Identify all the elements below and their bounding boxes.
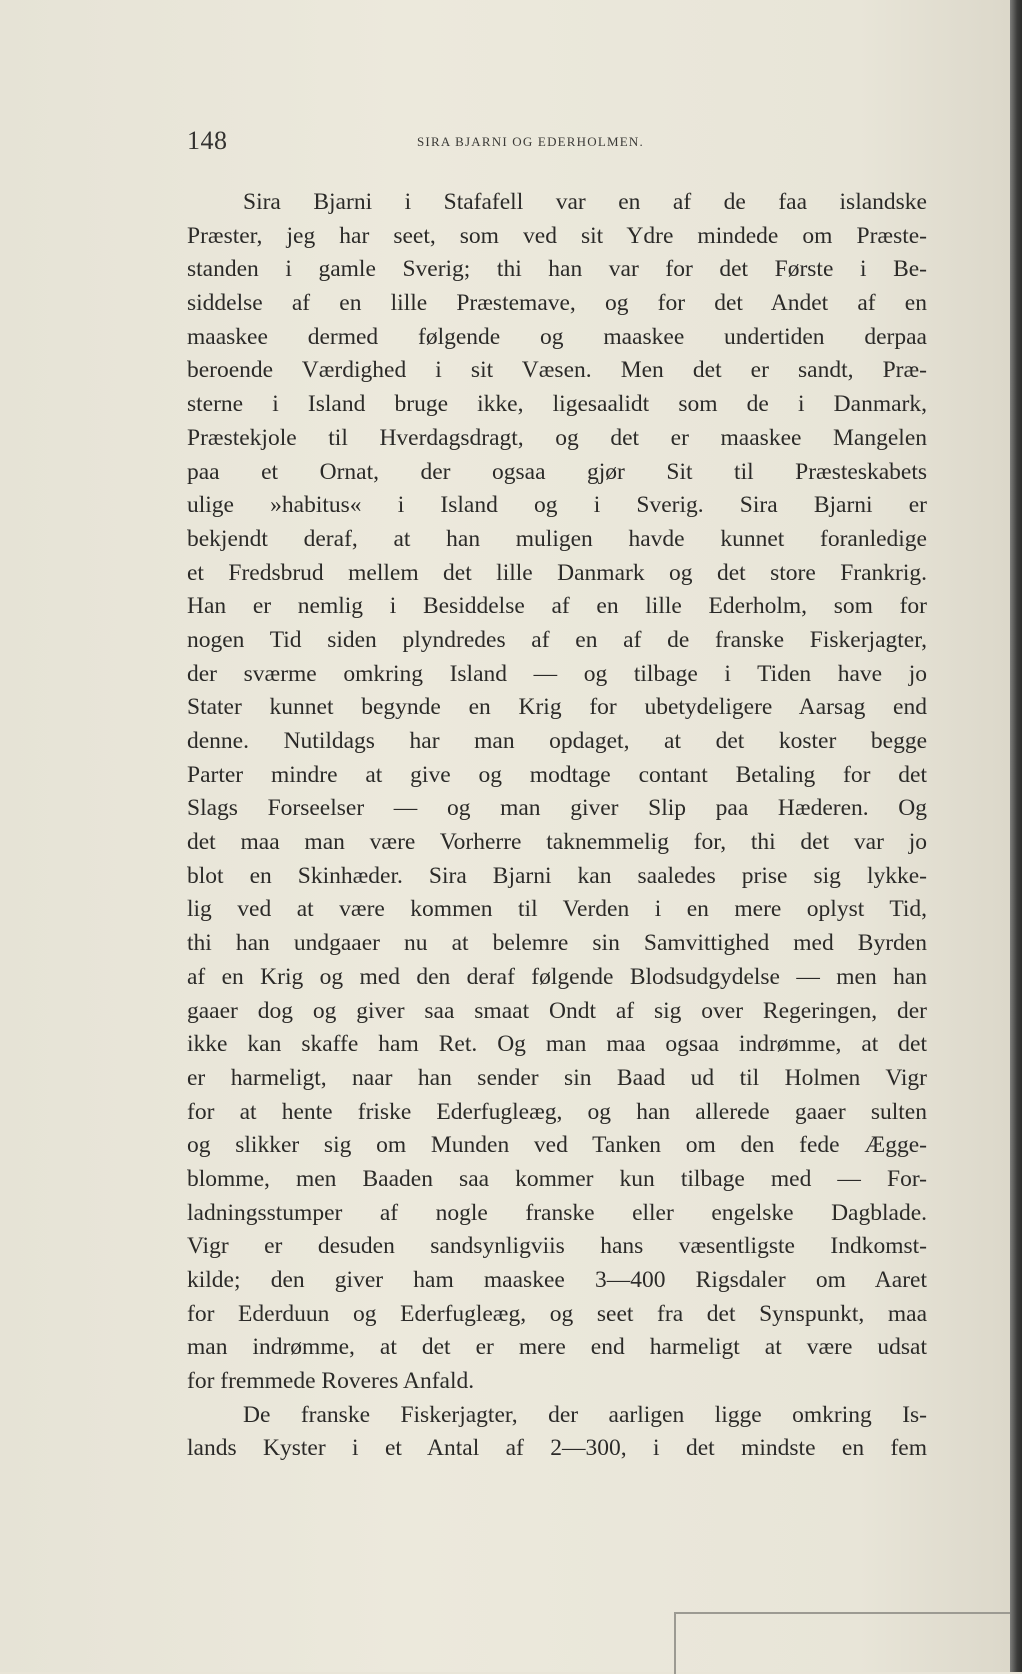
text-line: bekjendt deraf, at han muligen havde kunnet foranledige <box>187 525 927 552</box>
text-line: De franske Fiskerjagter, der aarligen ligge omkring Is- <box>243 1401 927 1428</box>
text-line: standen i gamle Sverig; thi han var for det Første i Be- <box>187 256 927 283</box>
text-line: Han er nemlig i Besiddelse af en lille Ederholm, som for <box>187 593 927 620</box>
running-head: SIRA BJARNI OG EDERHOLMEN. <box>417 134 644 149</box>
text-line: man indrømme, at det er mere end harmeligt at være udsat <box>187 1334 927 1361</box>
text-line: der sværme omkring Island — og tilbage i Tiden have jo <box>187 660 927 687</box>
text-line: det maa man være Vorherre taknemmelig for, thi det var jo <box>187 829 927 856</box>
text-line: er harmeligt, naar han sender sin Baad ud til Holmen Vigr <box>187 1064 927 1091</box>
text-line: for Ederduun og Ederfugleæg, og seet fra det Synspunkt, maa <box>187 1300 927 1327</box>
text-line: af en Krig og med den deraf følgende Blodsudgydelse — men han <box>187 963 927 990</box>
text-line: thi han undgaaer nu at belemre sin Samvittighed med Byrden <box>187 930 927 957</box>
text-line: ladningsstumper af nogle franske eller engelske Dagblade. <box>187 1199 927 1226</box>
text-line: Sira Bjarni i Stafafell var en af de faa islandske <box>243 189 927 215</box>
text-line: Præster, jeg har seet, som ved sit Ydre mindede om Præste- <box>187 222 927 249</box>
scan-frame-mark <box>674 1612 1012 1674</box>
text-line: gaaer dog og giver saa smaat Ondt af sig over Regeringen, der <box>187 997 927 1024</box>
text-line: beroende Værdighed i sit Væsen. Men det er sandt, Præ- <box>187 357 927 384</box>
text-line: Parter mindre at give og modtage contant Betaling for det <box>187 761 927 788</box>
text-line: Stater kunnet begynde en Krig for ubetydeligere Aarsag end <box>187 694 927 721</box>
page-edge-shadow <box>1010 0 1022 1672</box>
page-header <box>187 126 927 156</box>
text-line: paa et Ornat, der ogsaa gjør Sit til Præsteskabets <box>187 458 927 485</box>
body-text <box>187 186 927 1466</box>
text-line: for at hente friske Ederfugleæg, og han allerede gaaer sulten <box>187 1098 927 1125</box>
text-line: blot en Skinhæder. Sira Bjarni kan saaledes prise sig lykke- <box>187 862 927 889</box>
text-line: og slikker sig om Munden ved Tanken om den fede Ægge- <box>187 1132 927 1159</box>
text-line: siddelse af en lille Præstemave, og for det Andet af en <box>187 290 927 317</box>
page-number: 148 <box>187 126 228 155</box>
text-line: kilde; den giver ham maaskee 3—400 Rigsdaler om Aaret <box>187 1267 927 1293</box>
text-line: lig ved at være kommen til Verden i en mere oplyst Tid, <box>187 896 927 923</box>
text-line: for fremmede Roveres Anfald. <box>187 1368 475 1395</box>
text-line: maaskee dermed følgende og maaskee undertiden derpaa <box>187 323 927 350</box>
text-line: ikke kan skaffe ham Ret. Og man maa ogsaa indrømme, at det <box>187 1031 927 1058</box>
text-line: Slags Forseelser — og man giver Slip paa Hæderen. Og <box>187 795 927 822</box>
text-line: Vigr er desuden sandsynligviis hans væsentligste Indkomst- <box>187 1233 927 1260</box>
text-line: denne. Nutildags har man opdaget, at det koster begge <box>187 728 927 754</box>
text-line: sterne i Island bruge ikke, ligesaalidt som de i Danmark, <box>187 391 927 418</box>
text-line: blomme, men Baaden saa kommer kun tilbage med — For- <box>187 1165 927 1192</box>
text-line: Præstekjole til Hverdagsdragt, og det er maaskee Mangelen <box>187 424 927 451</box>
text-line: ulige »habitus« i Island og i Sverig. Sira Bjarni er <box>187 492 927 519</box>
text-line: nogen Tid siden plyndredes af en af de franske Fiskerjagter, <box>187 626 927 653</box>
text-line: et Fredsbrud mellem det lille Danmark og det store Frankrig. <box>187 559 927 586</box>
text-line: lands Kyster i et Antal af 2—300, i det mindste en fem <box>187 1435 927 1462</box>
